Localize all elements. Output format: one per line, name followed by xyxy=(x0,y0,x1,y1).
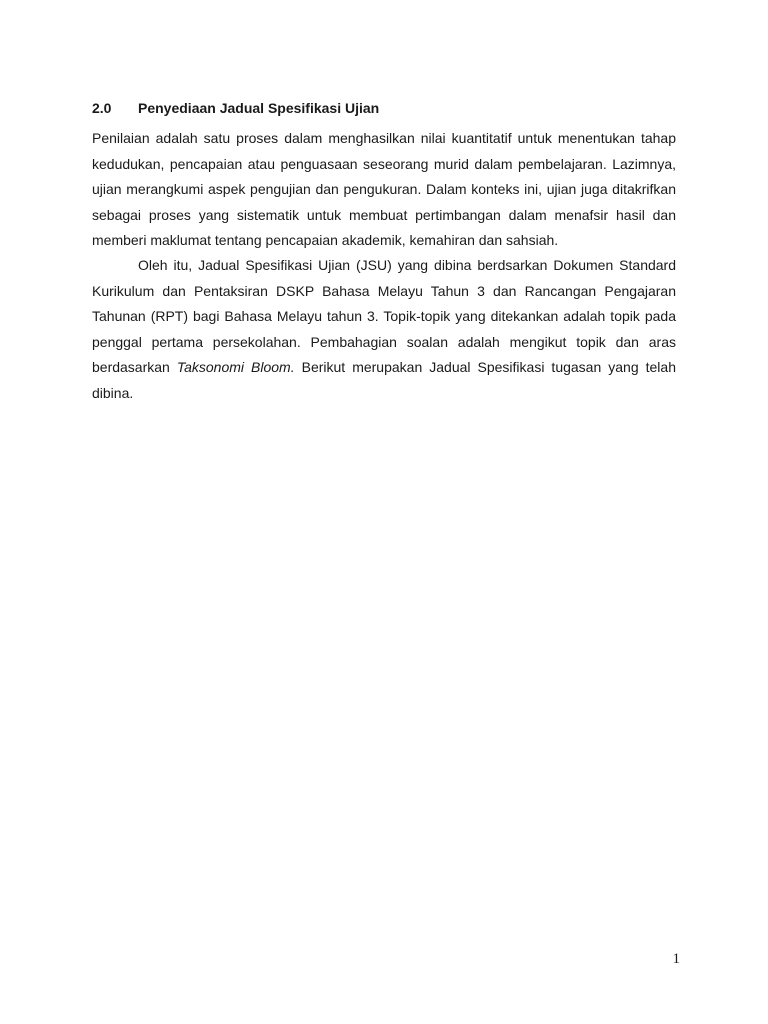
paragraph-jsu-text: Oleh itu, Jadual Spesifikasi Ujian (JSU) yang dibina berdsarkan Dokumen Standard Kurikulum dan Pentaksiran DSKP Bahasa Melayu Tahun 3 dan Rancangan Pengajaran Tahunan (RPT) bagi Bahasa Melayu tahun 3. Topik-topik yang ditekankan adalah topik pada penggal pertama persekolahan. Pembahagian soalan adalah mengikut topik dan aras berdasarkan xyxy=(92,257,676,375)
section-number: 2.0 xyxy=(92,100,112,116)
paragraph-intro: Penilaian adalah satu proses dalam menghasilkan nilai kuantitatif untuk menentukan tahap kedudukan, pencapaian atau penguasaan seseorang murid dalam pembelajaran. Lazimnya, ujian merangkumi aspek pengujian dan pengukuran. Dalam konteks ini, ujian juga ditakrifkan sebagai proses yang sistematik untuk membuat pertimbangan dalam menafsir hasil dan memberi maklumat tentang pencapaian akademik, kemahiran dan sahsiah. xyxy=(92,130,676,248)
section-title: Penyediaan Jadual Spesifikasi Ujian xyxy=(138,100,380,116)
taksonomi-bloom-term: Taksonomi Bloom. xyxy=(176,359,295,375)
section-heading xyxy=(92,99,379,117)
page-number: 1 xyxy=(672,951,680,967)
paragraph-jsu xyxy=(92,253,676,406)
paragraph-jsu-text-end: Berikut merupakan Jadual Spesifikasi tugasan yang telah dibina. xyxy=(92,359,676,401)
